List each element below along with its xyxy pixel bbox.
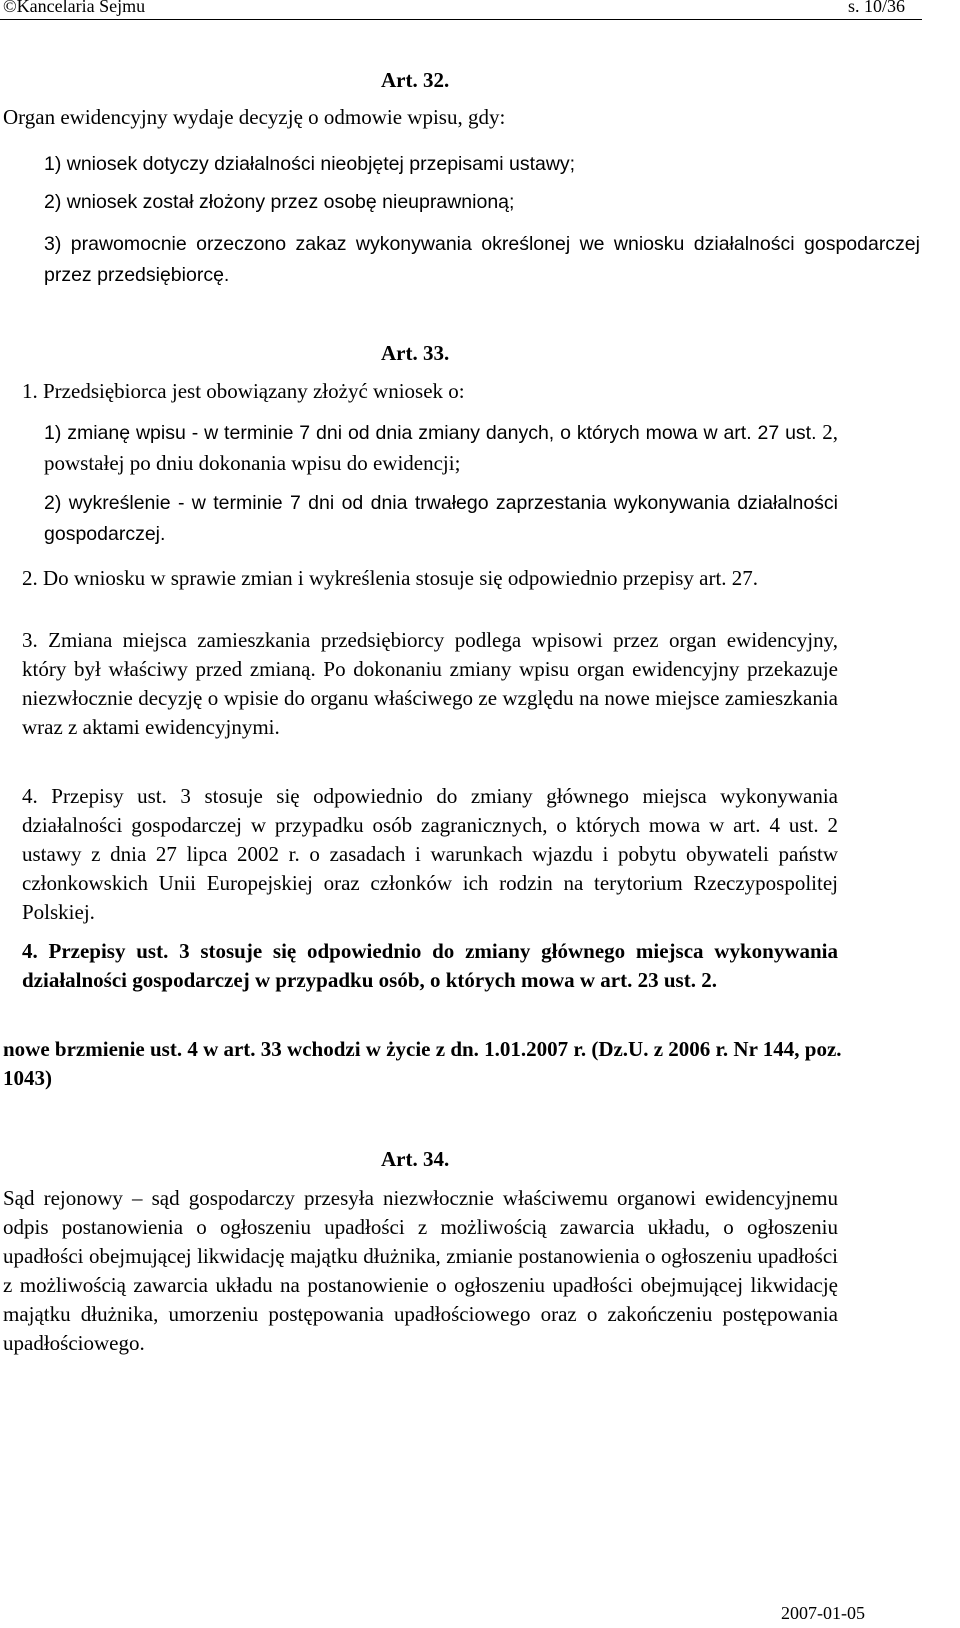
art-32-title: Art. 32.: [381, 68, 450, 92]
art-33-para-2: 2. Do wniosku w sprawie zmian i wykreślenia stosuje się odpowiednio przepisy art. 27.: [22, 566, 759, 590]
art-33-para-4-new: 4. Przepisy ust. 3 stosuje się odpowiednio do zmiany głównego miejsca wykonywania działalności gospodarczej w przypadku osób, o których mowa w art. 23 ust. 2.: [22, 939, 838, 992]
art-34-title: Art. 34.: [381, 1147, 450, 1171]
header-publisher: ©Kancelaria Sejmu: [3, 0, 146, 16]
header-rule: [0, 19, 922, 20]
header-page-number: s. 10/36: [848, 0, 906, 16]
art-33-amendment-note: nowe brzmienie ust. 4 w art. 33 wchodzi w życie z dn. 1.01.2007 r. (Dz.U. z 2006 r. Nr 144, poz. 1043): [3, 1037, 842, 1090]
art-32-item-1: 1) wniosek dotyczy działalności nieobjętej przepisami ustawy;: [44, 153, 576, 175]
art-33-para-1: 1. Przedsiębiorca jest obowiązany złożyć wniosek o:: [22, 379, 465, 403]
art-33-title: Art. 33.: [381, 341, 450, 365]
art-34-text: Sąd rejonowy – sąd gospodarczy przesyła niezwłocznie właściwemu organowi ewidencyjnemu odpis postanowienia o ogłoszeniu upadłości z możliwością zawarcia układu, o ogłoszeniu upadłości obejmującej likwidację majątku dłużnika, zmianie postanowienia o ogłoszeniu upadłości z możliwością zawarcia układu na postanowienie o ogłoszeniu upadłości obejmującej likwidację majątku dłużnika, umorzeniu postępowania upadłościowego oraz o zakończeniu postępowania upadłościowego.: [3, 1186, 838, 1355]
art-33-para-3: 3. Zmiana miejsca zamieszkania przedsiębiorcy podlega wpisowi przez organ ewidencyjny, który był właściwy przed zmianą. Po dokonaniu zmiany wpisu organ ewidencyjny przekazuje niezwłocznie decyzję o wpisie do organu właściwego ze względu na nowe miejsce zamieszkania wraz z aktami ewidencyjnymi.: [22, 628, 838, 739]
art-33-para-4-old: 4. Przepisy ust. 3 stosuje się odpowiednio do zmiany głównego miejsca wykonywania działalności gospodarczej w przypadku osób zagranicznych, o których mowa w art. 4 ust. 2 ustawy z dnia 27 lipca 2002 r. o zasadach i warunkach wjazdu i pobytu obywateli państw członkowskich Unii Europejskiej oraz członków ich rodzin na terytorium Rzeczypospolitej Polskiej.: [22, 784, 839, 924]
art-32-intro: Organ ewidencyjny wydaje decyzję o odmowie wpisu, gdy:: [3, 105, 506, 129]
art-32-item-3: 3) prawomocnie orzeczono zakaz wykonywania określonej we wniosku działalności gospodarczej przez przedsiębiorcę.: [44, 233, 920, 286]
art-33-para-1-item-2: 2) wykreślenie - w terminie 7 dni od dnia trwałego zaprzestania wykonywania działalności gospodarczej.: [44, 492, 838, 545]
footer-date: 2007-01-05: [781, 1603, 865, 1623]
art-33-para-1-item-1: 1) zmianę wpisu - w terminie 7 dni od dnia zmiany danych, o których mowa w art. 27 ust. 2, powstałej po dniu dokonania wpisu do ewidencji;: [44, 420, 838, 475]
art-32-item-2: 2) wniosek został złożony przez osobę nieuprawnioną;: [44, 191, 515, 213]
